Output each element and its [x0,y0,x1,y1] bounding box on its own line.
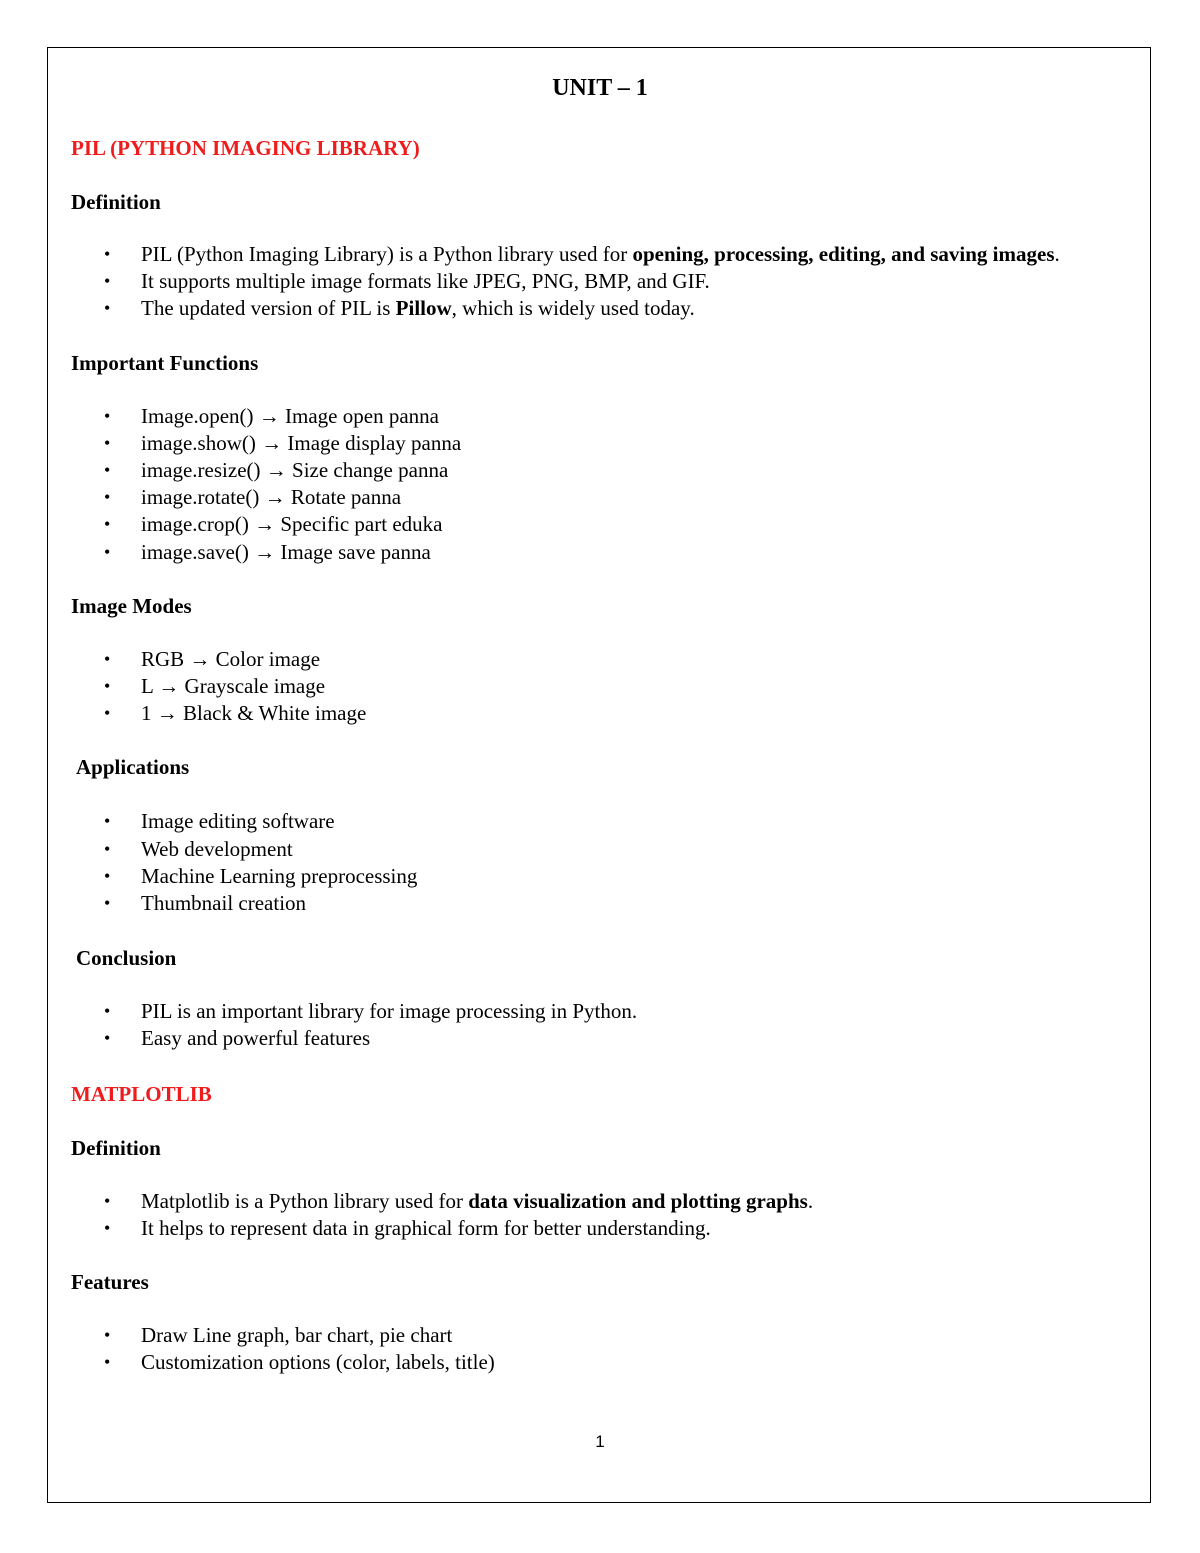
pil-functions-list [71,403,1111,566]
list-item: • image.rotate() → Rotate panna [71,484,1111,511]
list-item: • Draw Line graph, bar chart, pie chart [71,1322,1111,1349]
list-item: • image.show() → Image display panna [71,430,1111,457]
pil-def-1-text: PIL (Python Imaging Library) is a Python library used for [141,242,633,266]
unit-title: UNIT – 1 [552,75,648,101]
list-item: • image.save() → Image save panna [71,539,1111,566]
matplotlib-definition-heading: Definition [71,1135,161,1160]
pil-section-title: PIL (PYTHON IMAGING LIBRARY) [71,136,420,160]
list-item: • image.crop() → Specific part eduka [71,511,1111,538]
pil-def-1-bold: opening, processing, editing, and saving images [632,242,1055,266]
list-item: • It helps to represent data in graphical form for better understanding. [71,1215,1111,1242]
pil-def-3-bold: Pillow [395,296,452,321]
list-item: • L → Grayscale image [71,673,1111,700]
page-number: 1 [595,1432,605,1451]
matplotlib-def-1-end: . [807,1188,814,1213]
pil-definition-list [71,241,1111,323]
pil-def-3-text: The updated version of PIL is [141,296,396,321]
pil-modes-heading: Image Modes [71,593,192,618]
list-item [71,241,1111,268]
matplotlib-section-title: MATPLOTLIB [71,1081,212,1106]
document-content [71,72,1111,1376]
list-item: • Image.open() → Image open panna [71,403,1111,430]
matplotlib-features-list [71,1322,1111,1376]
list-item: • Thumbnail creation [71,890,1111,917]
pil-applications-list [71,808,1111,917]
list-item: • Easy and powerful features [71,1025,1111,1052]
list-item [71,1188,1111,1215]
matplotlib-features-heading: Features [71,1270,149,1295]
pil-applications-heading: Applications [76,755,190,780]
matplotlib-def-1-bold: data visualization and plotting graphs [468,1188,808,1213]
pil-functions-heading: Important Functions [71,350,259,375]
list-item: • image.resize() → Size change panna [71,457,1111,484]
list-item: • PIL is an important library for image processing in Python. [71,998,1111,1025]
list-item: • Customization options (color, labels, title) [71,1349,1111,1376]
pil-def-3-end: , which is widely used today. [451,296,695,321]
matplotlib-definition-list [71,1188,1111,1242]
list-item: • Image editing software [71,808,1111,835]
list-item: • RGB → Color image [71,646,1111,673]
matplotlib-def-1-text: Matplotlib is a Python library used for [141,1188,469,1213]
pil-conclusion-heading: Conclusion [76,946,177,971]
list-item: • 1 → Black & White image [71,700,1111,727]
pil-definition-heading: Definition [71,190,161,214]
list-item: • Web development [71,836,1111,863]
pil-conclusion-list [71,998,1111,1052]
pil-def-1-end: . [1054,242,1060,266]
list-item [71,295,1111,322]
pil-modes-list [71,646,1111,728]
list-item: • It supports multiple image formats like JPEG, PNG, BMP, and GIF. [71,268,1111,295]
list-item: • Machine Learning preprocessing [71,863,1111,890]
